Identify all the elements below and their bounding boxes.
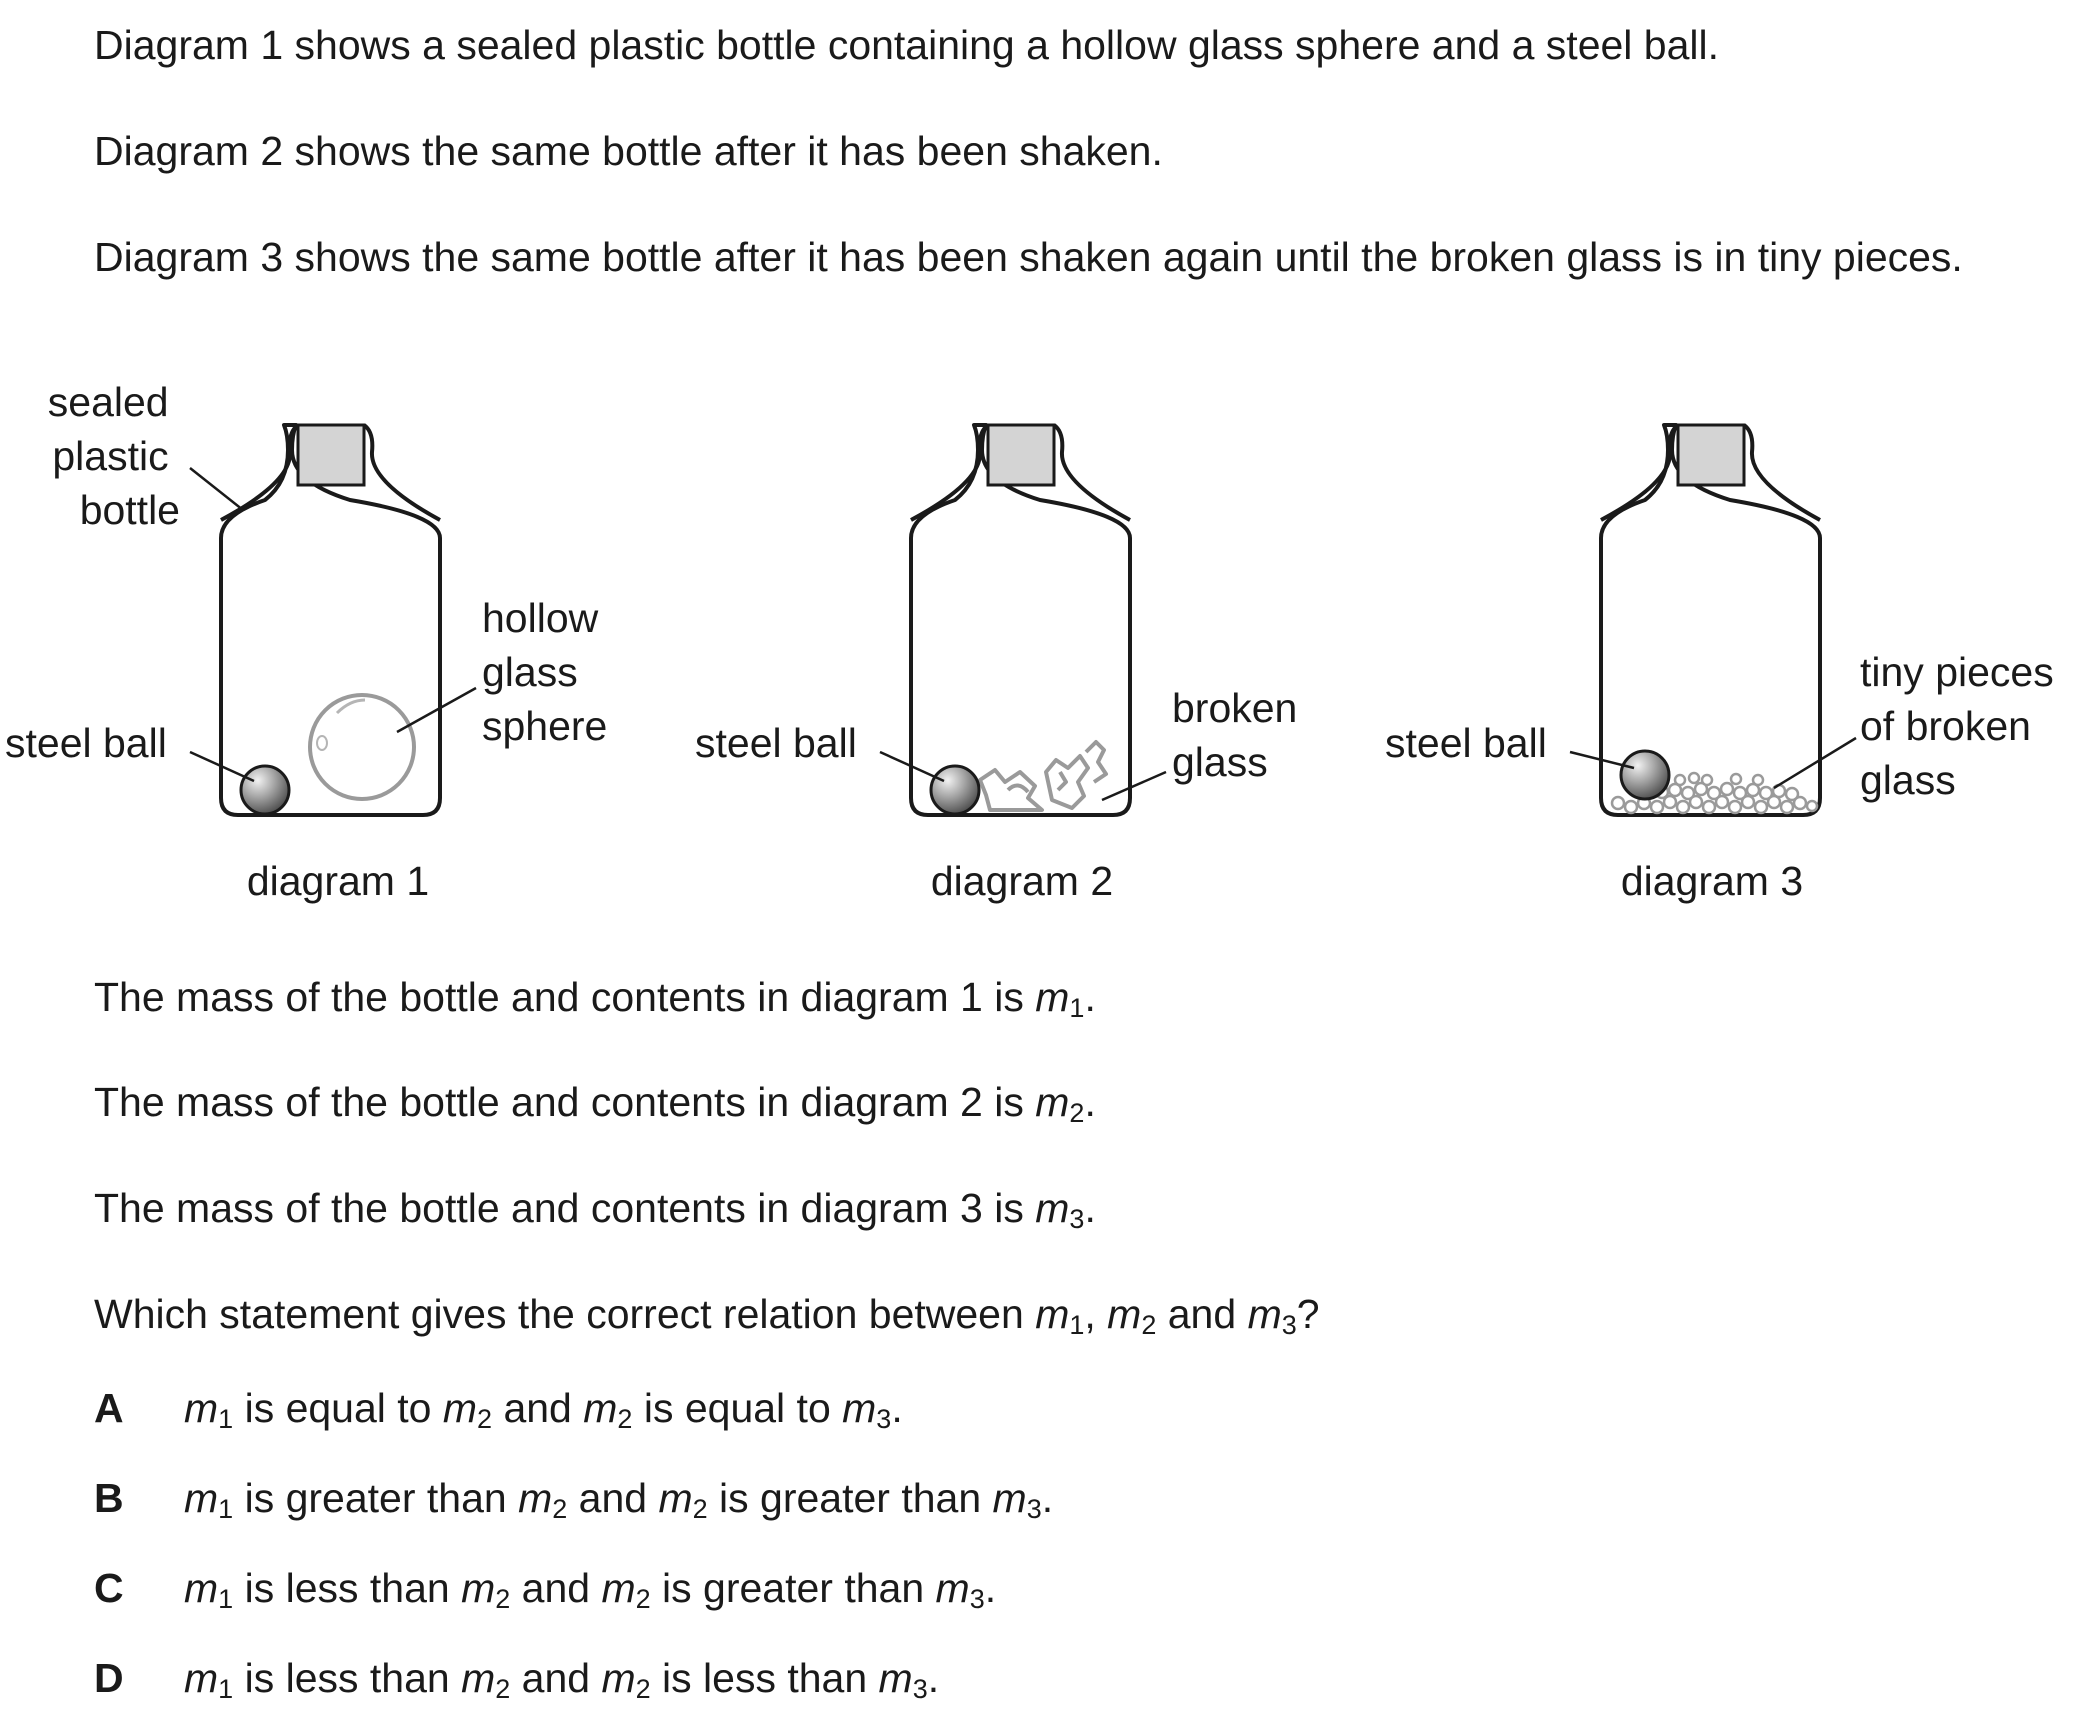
mass-statement-3 bbox=[94, 1181, 2074, 1235]
broken-glass-label-line-1: broken bbox=[1172, 685, 1298, 731]
broken-glass-label-line-2: glass bbox=[1172, 739, 1268, 785]
steel-ball-2-label: steel ball bbox=[695, 720, 857, 766]
option-a-var-3 bbox=[583, 1385, 633, 1434]
option-b-text bbox=[184, 1471, 1053, 1525]
mass-statement-1-text: The mass of the bottle and contents in diagram 1 is bbox=[94, 974, 1036, 1020]
option-a-text bbox=[184, 1381, 903, 1435]
option-c-letter: C bbox=[94, 1565, 124, 1611]
option-d-var-4 bbox=[878, 1655, 928, 1704]
option-c-var-4 bbox=[935, 1565, 985, 1614]
option-b-var-2 bbox=[518, 1475, 568, 1524]
steel-ball-3 bbox=[1621, 751, 1669, 799]
intro-paragraph-3: Diagram 3 shows the same bottle after it has been shaken again until the broken glass is in tiny pieces. bbox=[94, 234, 1963, 280]
option-c-join: and bbox=[510, 1565, 602, 1611]
option-a-var-3-letter: m bbox=[583, 1385, 618, 1431]
option-c-var-4-letter: m bbox=[935, 1565, 970, 1611]
mass-statement-3-var-sub: 3 bbox=[1069, 1204, 1085, 1234]
question-var-3-sub: 3 bbox=[1281, 1310, 1297, 1340]
option-a-letter: A bbox=[94, 1385, 124, 1431]
option-d-var-4-sub: 3 bbox=[912, 1674, 928, 1704]
option-c-var-1-sub: 1 bbox=[218, 1584, 234, 1614]
option-d-var-1 bbox=[184, 1655, 234, 1704]
diagram-1 bbox=[5, 379, 610, 904]
option-d-text bbox=[184, 1651, 939, 1705]
question-and: and bbox=[1156, 1291, 1248, 1337]
option-a-rel-2: is equal to bbox=[632, 1385, 843, 1431]
option-d-var-4-letter: m bbox=[878, 1655, 913, 1701]
option-a-var-4-sub: 3 bbox=[876, 1404, 892, 1434]
bottle-2-cap bbox=[988, 425, 1054, 485]
steel-ball-1-label: steel ball bbox=[5, 720, 167, 766]
option-b-join: and bbox=[567, 1475, 659, 1521]
bottle-label-leader bbox=[190, 468, 243, 510]
bottle-1-cap bbox=[298, 425, 364, 485]
diagram-1-caption: diagram 1 bbox=[246, 858, 430, 904]
option-b-var-2-letter: m bbox=[518, 1475, 553, 1521]
steel-ball-3-label: steel ball bbox=[1385, 720, 1547, 766]
option-b-var-3-letter: m bbox=[658, 1475, 693, 1521]
tiny-pieces-label-line-2: of broken bbox=[1860, 703, 2031, 749]
diagram-2 bbox=[695, 425, 1309, 904]
option-c-var-3 bbox=[601, 1565, 651, 1614]
option-a-var-4 bbox=[842, 1385, 892, 1434]
tiny-pieces-label-line-1: tiny pieces bbox=[1860, 649, 2054, 695]
option-d-var-3 bbox=[601, 1655, 651, 1704]
option-b-var-4-sub: 3 bbox=[1026, 1494, 1042, 1524]
question-var-1 bbox=[1035, 1291, 1085, 1340]
option-d-var-2-sub: 2 bbox=[495, 1674, 511, 1704]
question-text bbox=[94, 1287, 2074, 1341]
mass-statement-3-var bbox=[1035, 1185, 1085, 1234]
option-c-rel-2: is greater than bbox=[650, 1565, 936, 1611]
option-b-var-1-sub: 1 bbox=[218, 1494, 234, 1524]
bottle-label-line-2: plastic bbox=[52, 433, 169, 479]
mass-statement-1-var-sub: 1 bbox=[1069, 993, 1085, 1023]
option-d-rel-1: is less than bbox=[233, 1655, 462, 1701]
mass-statement-2 bbox=[94, 1075, 2074, 1129]
option-d-var-2 bbox=[461, 1655, 511, 1704]
option-d-var-1-sub: 1 bbox=[218, 1674, 234, 1704]
steel-ball-2 bbox=[931, 766, 979, 814]
option-a-var-3-sub: 2 bbox=[617, 1404, 633, 1434]
mass-statement-3-var-letter: m bbox=[1035, 1185, 1070, 1231]
option-b-var-2-sub: 2 bbox=[552, 1494, 568, 1524]
option-c-var-2-letter: m bbox=[461, 1565, 496, 1611]
bottle-3-cap bbox=[1678, 425, 1744, 485]
mass-statement-2-var bbox=[1035, 1079, 1085, 1128]
option-c-var-3-letter: m bbox=[601, 1565, 636, 1611]
question-var-2-letter: m bbox=[1107, 1291, 1142, 1337]
option-d-var-3-letter: m bbox=[601, 1655, 636, 1701]
bottle-2 bbox=[911, 425, 1130, 815]
mass-statement-2-var-sub: 2 bbox=[1069, 1098, 1085, 1128]
diagram-2-caption: diagram 2 bbox=[930, 858, 1114, 904]
option-c-var-2-sub: 2 bbox=[495, 1584, 511, 1614]
hollow-glass-sphere bbox=[310, 695, 414, 799]
diagram-3-caption: diagram 3 bbox=[1620, 858, 1804, 904]
option-b-rel-1: is greater than bbox=[233, 1475, 519, 1521]
question-var-3 bbox=[1247, 1291, 1297, 1340]
mass-statement-2-var-letter: m bbox=[1035, 1079, 1070, 1125]
option-a-var-4-letter: m bbox=[842, 1385, 877, 1431]
option-b-end: . bbox=[1041, 1475, 1054, 1521]
mass-statement-1-var-letter: m bbox=[1035, 974, 1070, 1020]
question-var-2 bbox=[1107, 1291, 1157, 1340]
option-a-join: and bbox=[492, 1385, 584, 1431]
option-c-rel-1: is less than bbox=[233, 1565, 462, 1611]
option-d-var-2-letter: m bbox=[461, 1655, 496, 1701]
diagram-3 bbox=[1385, 425, 2065, 904]
tiny-pieces-label-line-3: glass bbox=[1860, 757, 1956, 803]
option-c-var-4-sub: 3 bbox=[969, 1584, 985, 1614]
mass-statement-2-end: . bbox=[1084, 1079, 1096, 1125]
option-d-join: and bbox=[510, 1655, 602, 1701]
sphere-label-line-1: hollow bbox=[482, 595, 599, 641]
option-b-letter: B bbox=[94, 1475, 124, 1521]
mass-statement-1-var bbox=[1035, 974, 1085, 1023]
question-lead: Which statement gives the correct relation between bbox=[94, 1291, 1036, 1337]
option-c-text bbox=[184, 1561, 996, 1615]
bottle-label bbox=[48, 379, 180, 533]
mass-statement-2-text: The mass of the bottle and contents in diagram 2 is bbox=[94, 1079, 1036, 1125]
option-b-rel-2: is greater than bbox=[707, 1475, 993, 1521]
option-a-var-1 bbox=[184, 1385, 234, 1434]
mass-statement-1 bbox=[94, 970, 2074, 1024]
question-var-3-letter: m bbox=[1247, 1291, 1282, 1337]
option-a-var-2 bbox=[442, 1385, 493, 1434]
option-a[interactable] bbox=[94, 1381, 1994, 1441]
option-a-rel-1: is equal to bbox=[233, 1385, 443, 1431]
option-b[interactable] bbox=[94, 1471, 1994, 1531]
option-b-var-1-letter: m bbox=[184, 1475, 219, 1521]
option-d-letter: D bbox=[94, 1655, 124, 1701]
sphere-label-line-2: glass bbox=[482, 649, 578, 695]
sphere-label bbox=[482, 595, 610, 749]
option-c[interactable] bbox=[94, 1561, 1994, 1621]
question-comma: , bbox=[1084, 1291, 1108, 1337]
mass-statement-3-end: . bbox=[1084, 1185, 1096, 1231]
tiny-pieces-label bbox=[1860, 649, 2065, 803]
question-var-1-letter: m bbox=[1035, 1291, 1070, 1337]
option-d-var-3-sub: 2 bbox=[635, 1674, 651, 1704]
sphere-label-line-3: sphere bbox=[482, 703, 608, 749]
option-a-var-1-letter: m bbox=[184, 1385, 219, 1431]
option-c-var-1-letter: m bbox=[184, 1565, 219, 1611]
question-var-1-sub: 1 bbox=[1069, 1310, 1085, 1340]
option-b-var-4 bbox=[992, 1475, 1042, 1524]
option-d[interactable] bbox=[94, 1651, 1994, 1711]
option-a-var-2-sub: 2 bbox=[477, 1404, 493, 1434]
bottle-label-line-3: bottle bbox=[79, 487, 180, 533]
mass-statement-1-end: . bbox=[1084, 974, 1096, 1020]
option-a-var-2-letter: m bbox=[442, 1385, 478, 1431]
option-c-end: . bbox=[984, 1565, 997, 1611]
option-a-var-1-sub: 1 bbox=[218, 1404, 234, 1434]
option-c-var-2 bbox=[461, 1565, 511, 1614]
option-b-var-3 bbox=[658, 1475, 708, 1524]
option-c-var-3-sub: 2 bbox=[635, 1584, 651, 1614]
bottle-diagrams-figure bbox=[0, 370, 2096, 930]
question-end: ? bbox=[1296, 1291, 1320, 1337]
option-c-var-1 bbox=[184, 1565, 234, 1614]
mass-statement-3-text: The mass of the bottle and contents in diagram 3 is bbox=[94, 1185, 1036, 1231]
steel-ball-1 bbox=[241, 766, 289, 814]
option-d-var-1-letter: m bbox=[184, 1655, 219, 1701]
option-b-var-4-letter: m bbox=[992, 1475, 1027, 1521]
option-b-var-1 bbox=[184, 1475, 234, 1524]
bottle-label-line-1: sealed bbox=[47, 379, 169, 425]
question-var-2-sub: 2 bbox=[1141, 1310, 1157, 1340]
option-b-var-3-sub: 2 bbox=[692, 1494, 708, 1524]
intro-paragraph-1: Diagram 1 shows a sealed plastic bottle containing a hollow glass sphere and a steel ball. bbox=[94, 22, 1720, 68]
option-d-end: . bbox=[927, 1655, 940, 1701]
intro-paragraph-2: Diagram 2 shows the same bottle after it has been shaken. bbox=[94, 128, 1163, 174]
broken-glass-label bbox=[1172, 685, 1309, 785]
option-a-end: . bbox=[891, 1385, 903, 1431]
option-d-rel-2: is less than bbox=[650, 1655, 879, 1701]
